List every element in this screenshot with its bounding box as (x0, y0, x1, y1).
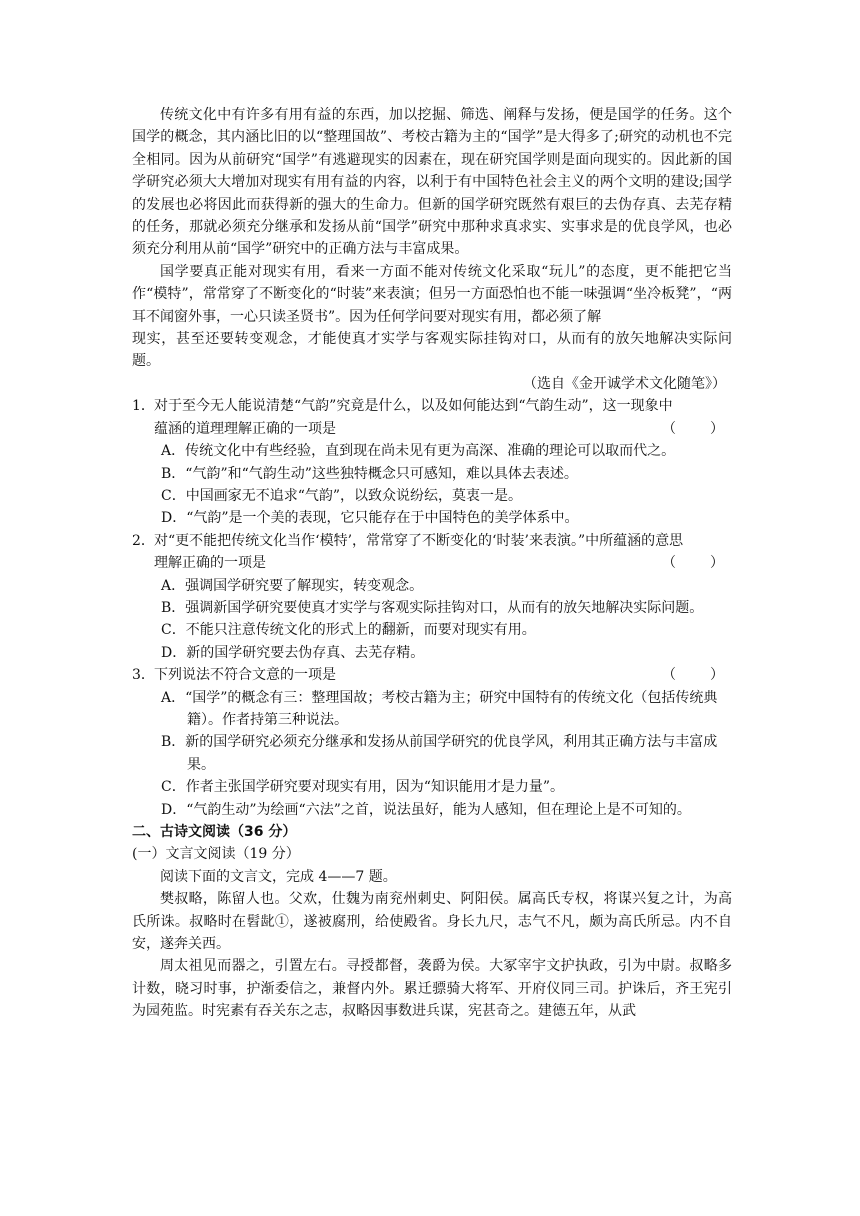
question-stem (132, 664, 732, 686)
question-2 (132, 530, 732, 664)
section-heading: 二、古诗文阅读（36 分） (132, 824, 297, 840)
question-1 (132, 395, 732, 529)
subsection-heading: (一）文言文阅读（19 分） (132, 846, 300, 863)
option-b: B．新的国学研究必须充分继承和发扬从前国学研究的优良学风，利用其正确方法与丰富成果。 (161, 734, 718, 773)
question-number: 1． (132, 398, 155, 415)
option-d: D．“气韵”是一个美的表现，它只能存在于中国特色的美学体系中。 (161, 510, 579, 527)
question-stem (132, 395, 732, 440)
option-b: B．“气韵”和“气韵生动”这些独特概念只可感知，难以具体去表述。 (161, 465, 578, 482)
option-a: A．传统文化中有些经验，直到现在尚未见有更为高深、准确的理论可以取而代之。 (161, 443, 676, 460)
option-a: A．“国学”的概念有三：整理国故；考校古籍为主；研究中国特有的传统文化（包括传统典籍）。作者持第三种说法。 (161, 689, 718, 728)
answer-blank: （ ） (662, 555, 726, 572)
question-stem (132, 530, 732, 575)
option-c: C．中国画家无不追求“气韵”，以致众说纷纭，莫衷一是。 (161, 487, 523, 504)
answer-blank: （ ） (662, 420, 726, 437)
question-number: 3． (132, 667, 155, 684)
document-body (132, 104, 732, 1023)
option-a: A．强调国学研究要了解现实，转变观念。 (161, 577, 424, 594)
question-number: 2． (132, 532, 155, 549)
option-b: B．强调新国学研究要使真才实学与客观实际挂钩对口，从而有的放矢地解决实际问题。 (161, 599, 704, 616)
question-text: 对“更不能把传统文化当作‘模特’，常常穿了不断变化的‘时装’来表演。”中所蕴涵的意思理解正确的一项是 (154, 532, 684, 572)
passage-paragraph-2-continued: 现实，甚至还要转变观念，才能使真才实学与客观实际挂钩对口，从而有的放矢地解决实际问题。 (132, 331, 732, 370)
passage-source: （选自《金开诚学术文化随笔》） (523, 375, 726, 392)
passage-paragraph-1: 传统文化中有许多有用有益的东西，加以挖掘、筛选、阐释与发扬，便是国学的任务。这个国学的概念，其内涵比旧的以“整理国故”、考校古籍为主的“国学”是大得多了;研究的动机也不完全相同。因为从前研究“国学”有逃避现实的因素在，现在研究国学则是面向现实的。因此新的国学研究必须大大增加对现实有用有益的内容，以利于有中国特色社会主义的两个文明的建设;国学的发展也必将因此而获得新的强大的生命力。但新的国学研究既然有艰巨的去伪存真、去芜存精的任务，那就必须充分继承和发扬从前“国学”研究中那种求真求实、实事求是的优良学风，也必须充分利用从前“国学”研究中的正确方法与丰富成果。 (132, 107, 732, 258)
classical-paragraph-2: 周太祖见而器之，引置左右。寻授都督，袭爵为侯。大冢宰宇文护执政，引为中尉。叔略多计数，晓习时事，护渐委信之，兼督内外。累迁骠骑大将军、开府仪同三司。护诛后，齐王宪引为园苑监。时宪素有吞关东之志，叔略因事数进兵谋，宪甚奇之。建德五年，从武 (132, 958, 732, 1020)
question-3 (132, 664, 732, 821)
option-c: C．不能只注意传统文化的形式上的翻新，而要对现实有用。 (161, 622, 536, 639)
question-text: 对于至今无人能说清楚“气韵”究竟是什么，以及如何能达到“气韵生动”，这一现象中蕴涵的道理理解正确的一项是 (154, 398, 673, 437)
question-text: 下列说法不符合文意的一项是 (154, 667, 336, 684)
passage-paragraph-2: 国学要真正能对现实有用，看来一方面不能对传统文化采取“玩儿”的态度，更不能把它当作“模特”，常常穿了不断变化的“时装”来表演；但另一方面恐怕也不能一味强调“坐冷板凳”，“两耳不闻窗外事，一心只读圣贤书”。因为任何学问要对现实有用，都必须了解 (132, 263, 732, 325)
reading-instruction: 阅读下面的文言文，完成 4——7 题。 (160, 868, 397, 885)
option-d: D．新的国学研究要去伪存真、去芜存精。 (161, 644, 425, 661)
option-d: D．“气韵生动”为绘画“六法”之首，说法虽好，能为人感知，但在理论上是不可知的。 (161, 801, 691, 818)
answer-blank: （ ） (662, 667, 726, 684)
classical-paragraph-1: 樊叔略，陈留人也。父欢，仕魏为南兖州刺史、阿阳侯。属高氏专权，将谋兴复之计，为高氏所诛。叔略时在髫龀①，遂被腐刑，给使殿省。身长九尺，志气不凡，颇为高氏所忌。内不自安，遂奔关西。 (132, 891, 732, 953)
option-c: C．作者主张国学研究要对现实有用，因为“知识能用才是力量”。 (161, 779, 565, 796)
